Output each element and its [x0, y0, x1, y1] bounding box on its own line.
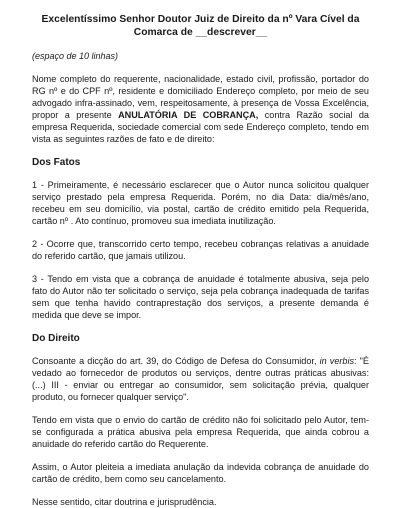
intro-text-before: Nome completo do requerente, nacionalidade, estado civil, profissão, portador do RG nº e do CPF nº, residente e domiciliado Endereço completo, por meio de seu advogado infra-assinado, vem, respeitosamente, à presença de Vossa Excelência, propor a presente — [32, 74, 369, 121]
law-paragraph-3: Assim, o Autor pleiteia a imediata anulação da indevida cobrança de anuidade do cartão de crédito, bem como seu cancelamento. — [32, 462, 369, 485]
facts-paragraph-1: 1 - Primeiramente, é necessário esclarecer que o Autor nunca solicitou qualquer serviço prestado pela empresa Requerida. Porém, no dia Data: dia/mês/ano, recebeu em seu domicílio, via postal, cartão de crédito emitido pela Requerida, cartão nº . Ato contínuo, promoveu sua imediata inutilização. — [32, 179, 369, 226]
law-p1-after: : "É vedado ao fornecedor de produtos ou serviços, dentre outras práticas abusivas: (...) III - enviar ou entregar ao consumidor, sem solicitação prévia, qualquer produto, ou fornecer qualquer serviço". — [32, 355, 369, 402]
law-paragraph-1 — [32, 355, 369, 403]
facts-paragraph-3: 3 - Tendo em vista que a cobrança de anuidade é totalmente abusiva, seja pelo fato do Autor não ter solicitado o serviço, seja pela cobrança inadequada de tarifas sem que tenha havido contraprestação dos serviços, a presente demanda é medida que deve se impor. — [32, 274, 369, 321]
intro-paragraph — [32, 73, 369, 146]
facts-heading: Dos Fatos — [32, 156, 81, 168]
action-name: ANULATÓRIA DE COBRANÇA, — [118, 110, 259, 121]
law-heading: Do Direito — [32, 332, 80, 344]
law-paragraph-4: Nesse sentido, citar doutrina e jurisprudência. — [32, 497, 217, 508]
spacing-note: (espaço de 10 linhas) — [32, 51, 119, 61]
law-paragraph-2: Tendo em vista que o envio do cartão de crédito não foi solicitado pelo Autor, tem-se configurada a prática abusiva pela empresa Requerida, que ainda cobrou a anuidade do referido cartão do Requerente. — [32, 414, 369, 450]
law-p1-italic: in verbis — [319, 355, 355, 366]
document-title: Excelentíssimo Senhor Doutor Juiz de Direito da nº Vara Cível da Comarca de __descrever__ — [41, 14, 360, 38]
facts-paragraph-2: 2 - Ocorre que, transcorrido certo tempo, recebeu cobranças relativas a anuidade do referido cartão, que jamais utilizou. — [32, 238, 369, 262]
law-p1-before: Consoante a dicção do art. 39, do Código de Defesa do Consumidor, — [32, 355, 320, 366]
intro-text-after: contra Razão social da empresa Requerida, sociedade comercial com sede Endereço completo, tendo em vista as seguintes razões de fato e de direito: — [32, 110, 369, 145]
